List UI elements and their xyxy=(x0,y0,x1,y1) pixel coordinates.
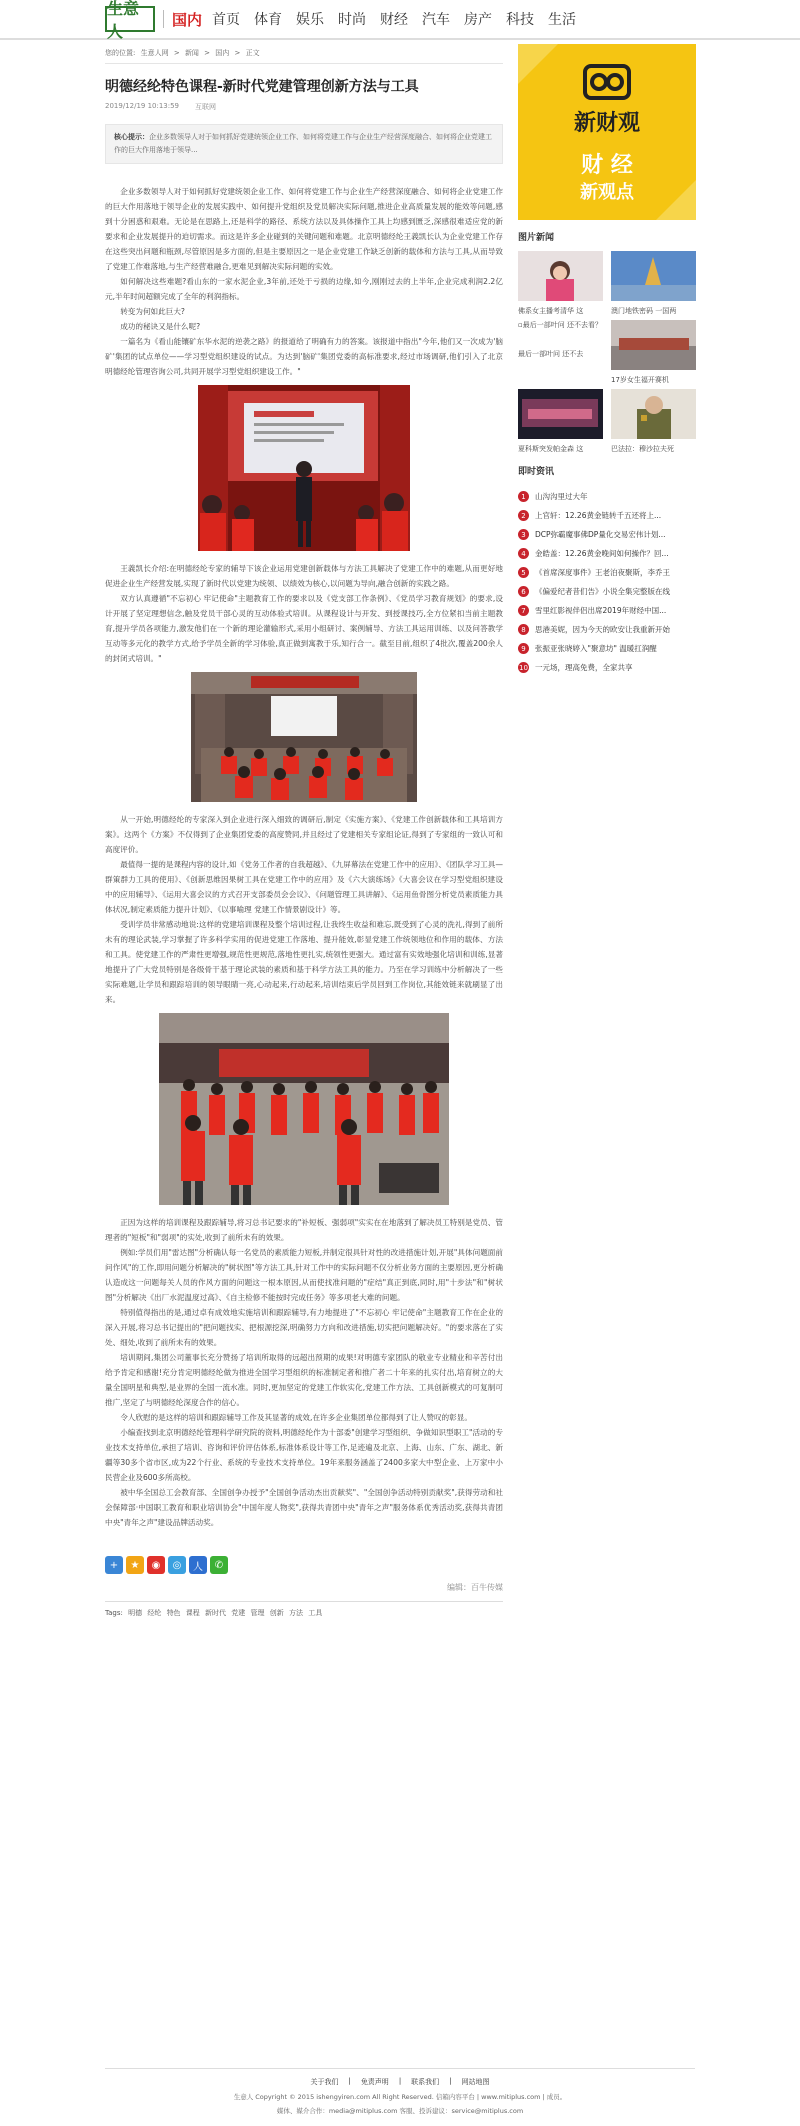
footer-separator: | xyxy=(398,2077,402,2085)
tag-link[interactable]: 明德 xyxy=(128,1609,143,1617)
broken-image-thumb[interactable] xyxy=(518,320,603,346)
article-paragraph: 一篇名为《看山能镶矿东华水泥的逆袭之路》的报道给了明确有力的答案。该报道中指出"今年,他们又一次成为'脑矿'集团的试点单位——学习型党组织建设的试点。为达到'脑矿'集团党委的高标准要求,经过市场调研,他们引入了北京明德经纶管理咨询公司,共同开展学习型党组织建设工作。" xyxy=(105,337,503,376)
share-tencent-icon[interactable]: ◎ xyxy=(168,1556,186,1574)
pic-news-caption[interactable]: 巴法拉：穆沙拉夫死 xyxy=(611,445,674,453)
summary-text: 企业多数领导人对于如何抓好党建统领企业工作、如何将党建工作与企业生产经营深度融合、如何将企业党建工作的巨大作用落地于领导... xyxy=(114,133,492,154)
nav-item-life[interactable]: 生活 xyxy=(548,12,576,28)
tag-link[interactable]: 党建 xyxy=(231,1609,246,1617)
article-paragraph: 正因为这样的培训课程及跟踪辅导,将习总书记要求的"补短板、强弱项"实实在在地落到了解决员工特别是党员、管理者的"短板"和"弱项"的实处,收到了前所未有的效果。 xyxy=(105,1218,503,1242)
article-paragraph: 如何解决这些难题?看山东的一家水泥企业,3年前,还处于亏损的边缘,如今,刚刚过去的上半年,企业完成利润2.2亿元,半年时间超额完成了全年的利润指标。 xyxy=(105,277,503,301)
pic-news-item[interactable] xyxy=(611,320,696,385)
share-wechat-icon[interactable]: ✆ xyxy=(210,1556,228,1574)
article-paragraph: 转变为何如此巨大? xyxy=(120,307,185,316)
nav-item-finance[interactable]: 财经 xyxy=(380,12,408,28)
list-item[interactable] xyxy=(518,658,696,677)
article-paragraph: 令人欣慰的是这样的培训和跟踪辅导工作及其显著的成效,在许多企业集团单位都得到了让人赞叹的彰显。 xyxy=(120,1413,472,1422)
pic-news-caption[interactable]: 17岁女生福开赛机 xyxy=(611,376,669,384)
footer-disclaimer-link[interactable]: 免责声明 xyxy=(360,2078,389,2086)
photo-oath-ceremony xyxy=(159,1013,449,1205)
summary-label: 核心提示： xyxy=(114,133,149,141)
nav-item-home[interactable]: 首页 xyxy=(212,12,240,28)
rank-badge: 9 xyxy=(518,643,529,654)
footer-contact: 媒体、媒介合作：media@mitiplus.com 客服、投诉建议：service@mitiplus.com xyxy=(276,2107,524,2115)
news-link[interactable]: 一元场，理高免费，全家共享 xyxy=(535,663,633,672)
breadcrumb-domestic[interactable]: 国内 xyxy=(215,49,230,57)
article-paragraph: 小编查找到北京明德经纶管理科学研究院的资料,明德经纶作为十部委"创建学习型组织、争做知识型职工"活动的专业技术支持单位,承担了培训、咨询和评价评估体系,标准体系设计等工作,足迹遍及北京、上海、山东、广东、湖北、新疆等30多个省市区,成为22个行业、系统的专业技术支持单位。19年来服务涵盖了2400多家大中型企业、上万家中小民营企业及600多所高校。 xyxy=(105,1428,503,1482)
share-weibo-icon[interactable]: ◉ xyxy=(147,1556,165,1574)
broken-image-alt: 最后一部叶问 还不去看？ xyxy=(522,321,602,329)
pic-news-item[interactable] xyxy=(518,251,603,316)
footer-copyright: 生意人 Copyright © 2015 ishengyiren.com All Right Reserved. 信箱内容平台 | www.mitiplus.com | 成员。 xyxy=(233,2093,567,2101)
news-link[interactable]: 金皓盖：12.26黄金晚间如何操作？回... xyxy=(535,549,669,558)
list-item[interactable] xyxy=(518,506,696,525)
logo-divider xyxy=(163,10,164,28)
pic-news-thumb[interactable] xyxy=(518,389,603,439)
pic-news-thumb[interactable] xyxy=(611,389,696,439)
pic-news-item[interactable] xyxy=(611,251,696,316)
pic-news-thumb[interactable] xyxy=(518,251,603,301)
rank-badge: 3 xyxy=(518,529,529,540)
tag-link[interactable]: 课程 xyxy=(185,1609,200,1617)
article-source[interactable]: 互联网 xyxy=(195,103,217,111)
footer-separator: | xyxy=(449,2077,452,2085)
breadcrumb-current: 正文 xyxy=(245,49,260,57)
breadcrumb-separator: > xyxy=(234,49,241,57)
nav-item-auto[interactable]: 汽车 xyxy=(422,12,450,28)
article-paragraph: 受训学员非常感动地说:这样的党建培训课程及整个培训过程,让我终生收益和难忘,既受到了心灵的洗礼,得到了前所未有的理论武装,学习掌握了许多科学实用的促进党建工作落地、提升能效,彰显党建工作统领地位和作用的载体、方法和工具。使党建工作的严肃性更增强,规范性更规范,落地性更扎实,统领性更强大。通过富有实效地强化培训和训练,显著地提升了广大党员特别是各级骨干基于理论武装的素质和基于科学方法工具的能力。乃至在学习训练中分析解决了一些实际难题,让学员和跟踪培训的领导眼睛一亮,心动起来,行动起来,培训结束后学员回到工作岗位,其能效链来就刷显了出来。 xyxy=(105,920,503,1004)
article-column xyxy=(105,40,503,1618)
instant-news-list xyxy=(518,487,696,677)
ad-title: 新财观 xyxy=(573,110,640,136)
article-paragraph: 特别值得指出的是,通过卓有成效地实施培训和跟踪辅导,有力地提进了"不忘初心 牢记使命"主题教育工作在企业的深入开展,将习总书记提出的"把问题找实、把根源挖深,明确努力方向和改进措施,切实把问题解决好。"的要求落在了实处、细处,收到了前所未有的效果。 xyxy=(105,1308,503,1347)
news-link[interactable]: 思港美妮，因为今天的欧安让我重新开始 xyxy=(535,625,670,634)
article-paragraph: 成功的秘诀又是什么呢? xyxy=(120,322,201,331)
tag-link[interactable]: 方法 xyxy=(288,1609,303,1617)
share-qzone-icon[interactable]: ★ xyxy=(126,1556,144,1574)
pic-news-grid xyxy=(518,251,696,454)
sidebar xyxy=(518,44,696,677)
pic-news-thumb[interactable] xyxy=(611,320,696,370)
tag-link[interactable]: 工具 xyxy=(308,1609,323,1617)
tag-link[interactable]: 特色 xyxy=(166,1609,181,1617)
finance-ad-banner[interactable] xyxy=(518,44,696,220)
channel-label[interactable]: 国内 xyxy=(172,10,203,29)
breadcrumb-home[interactable]: 生意人网 xyxy=(140,49,169,57)
nav-item-tech[interactable]: 科技 xyxy=(506,12,534,28)
photo-classroom xyxy=(191,672,417,802)
pic-news-caption[interactable]: 佛系女主播考清华 这 xyxy=(518,307,584,315)
list-item[interactable] xyxy=(518,563,696,582)
logo-mark[interactable]: 生意人 xyxy=(105,6,155,32)
rank-badge: 2 xyxy=(518,510,529,521)
footer-about-link[interactable]: 关于我们 xyxy=(310,2078,339,2086)
list-item[interactable] xyxy=(518,582,696,601)
news-link[interactable]: 张振亚张晓婷入"聚意坊" 温暖扛润醒 xyxy=(535,644,657,653)
news-link[interactable]: 《偏爱纪者昔们告》小说全集完整版在线 xyxy=(535,587,670,596)
list-item[interactable] xyxy=(518,639,696,658)
article-meta xyxy=(105,102,503,112)
list-item[interactable] xyxy=(518,525,696,544)
rank-badge: 4 xyxy=(518,548,529,559)
news-link[interactable]: 《首席深度事件》王老泊夜聚斯，李乔王 xyxy=(535,568,670,577)
pic-news-caption[interactable]: 澳门地铁密码 一国两 xyxy=(611,307,677,315)
nav-item-realestate[interactable]: 房产 xyxy=(464,12,492,28)
breadcrumb-separator: > xyxy=(204,49,211,57)
pic-news-item[interactable] xyxy=(518,320,603,385)
tag-link[interactable]: 创新 xyxy=(269,1609,284,1617)
rank-badge: 7 xyxy=(518,605,529,616)
divider xyxy=(105,1601,503,1602)
divider xyxy=(105,63,503,64)
broken-image-icon: ▫ xyxy=(518,321,523,329)
pic-news-thumb[interactable] xyxy=(611,251,696,301)
list-item[interactable] xyxy=(518,601,696,620)
news-link[interactable]: DCP弥霸魔事佛DP量化交易宏伟计划... xyxy=(535,530,666,539)
breadcrumb-news[interactable]: 新闻 xyxy=(184,49,199,57)
article-paragraph: 王義凯长介绍:在明德经纶专家的辅导下该企业运用党建创新载体与方法工具解决了党建工作中的难题,从而更好地促进企业生产经营发展,实现了新时代以党建为统领、以绩效为核心,以问题为导向,融合创新的实践之路。 xyxy=(105,564,503,588)
article-paragraph: 企业多数领导人对于如何抓好党建统领企业工作、如何将党建工作与企业生产经营深度融合、如何将企业党建工作的巨大作用落地于领导企业的发展实践中、如何提升党组织及党员解决实际问题,推进企业高质量发展的能效等问题,感到十分困惑和艰难。无论是在思路上,还是科学的路径、系统方法以及具体操作工具上均感到匮乏,深感很难适应党的新要求和企业发展提升的迫切需求。而这是许多企业碰到的关键问题和难题。北京明德经纶王義凯长认为企业党建工作存在这些突出问题和瓶颈,尽管原因是多方面的,但是主要原因之一是企业党建工作缺乏创新的载体和方法与工具,从而导致了党建工作难落地,与生产经营难融合,更难见到解决实际问题的实效。 xyxy=(105,187,503,271)
tags-label: Tags: xyxy=(105,1609,123,1617)
pic-news-item[interactable] xyxy=(518,389,603,454)
article-paragraph: 培训期间,集团公司董事长充分赞扬了培训所取得的远超出预期的成果!对明德专家团队的敬业专业精业和辛苦付出给予肯定和感谢!充分肯定明德经纶做为推进全国学习型组织的标准制定者和推广者二十年来的扎实付出,培育树立的大量全国明星和典型,是业界的全国一流水准。同时,更加坚定的党建工作软实化,党建工作方法、工具创新模式的可复制可推广,坚定了与明德经纶深度合作的信心。 xyxy=(105,1353,503,1407)
rank-badge: 5 xyxy=(518,567,529,578)
footer-contact-link[interactable]: 联系我们 xyxy=(411,2078,440,2086)
article-paragraph: 例如:学员们用"雷达图"分析确认每一名党员的素质能力短板,并制定很具针对性的改进措施计划,开展"具体问题面前问作风"的工作,即用问题分析解决的"树状图"等方法工具,针对工作中的实际问题不仅分析业务方面的主要原因,更分析确认造成这一问题每关人员的作风方面的问题这一根本原因,从而使找准问题的"症结"真正到底,同时,用"十步法"和"树状图"分析解决《出厂水泥温度过高》、《自主检修不能按时完成任务》等多项老大难的问题。 xyxy=(105,1248,503,1302)
footer-sitemap-link[interactable]: 网站地图 xyxy=(461,2078,490,2086)
pic-news-item[interactable] xyxy=(611,389,696,454)
tag-link[interactable]: 管理 xyxy=(250,1609,265,1617)
breadcrumb-prefix: 您的位置: xyxy=(105,49,136,57)
news-link[interactable]: 山沟沟里过大年 xyxy=(535,492,588,501)
nav-item-fashion[interactable]: 时尚 xyxy=(338,12,366,28)
article-body xyxy=(105,184,503,1530)
nav-item-entertainment[interactable]: 娱乐 xyxy=(296,12,324,28)
page-footer xyxy=(105,2068,695,2115)
article-paragraph: 从一开始,明德经纶的专家深入到企业进行深入细致的调研后,制定《实施方案》、《党建工作创新载体和工具培训方案》。这两个《方案》不仅得到了企业集团党委的高度赞同,并且经过了党建相关专家组论证,得到了专家组的一致认可和高度评价。 xyxy=(105,815,503,854)
rank-badge: 6 xyxy=(518,586,529,597)
list-item[interactable] xyxy=(518,544,696,563)
article-title: 明德经纶特色课程-新时代党建管理创新方法与工具 xyxy=(105,79,419,95)
tag-list xyxy=(105,1608,503,1618)
breadcrumb-separator: > xyxy=(173,49,180,57)
site-logo[interactable] xyxy=(105,0,203,41)
article-summary xyxy=(105,124,503,164)
list-item[interactable] xyxy=(518,487,696,506)
breadcrumb xyxy=(105,48,503,58)
photo-lecture-speaker xyxy=(198,385,410,551)
top-header xyxy=(0,0,800,40)
publish-date: 2019/12/19 10:13:59 xyxy=(105,102,180,110)
news-link[interactable]: 上官轩：12.26黄金链转千五还将上... xyxy=(535,511,662,520)
main-nav xyxy=(212,10,590,30)
editor-credit: 编辑：百牛传媒 xyxy=(447,1583,503,1592)
nav-item-sports[interactable]: 体育 xyxy=(254,12,282,28)
pic-news-caption[interactable]: 夏科斯突发帕金森 这 xyxy=(518,445,584,453)
tag-link[interactable]: 经纶 xyxy=(147,1609,162,1617)
article-paragraph: 被中华全国总工会教育部、全国创争办授予"全国创争活动杰出贡献奖"、"全国创争活动特别贡献奖",获得劳动和社会保障部·中国职工教育和职业培训协会"中国年度人物奖",获得共青团中央"青年之声"服务体系优秀活动奖,获得共青团中央"青年之声"建设品牌活动奖。 xyxy=(105,1488,503,1527)
list-item[interactable] xyxy=(518,620,696,639)
article-paragraph: 双方认真遵循"不忘初心 牢记使命"主题教育工作的要求以及《党支部工作条例》、《党员学习教育规划》的要求,设计开展了坚定理想信念,触及党员干部心灵的互动体验式培训。从课程设计与开发、到授课技巧,全方位紧扣当前主题教育,提升学员各项能力,激发他们在一个新的理论灌输形式,采用小组研讨、案例辅导、方法工具运用训练、以及问答教学互动等多元化的教学方式,给予学员全新的学习体验,真正做到寓教于乐,知行合一。截至目前,组织了4批次,覆盖200余人的封闭式培训。" xyxy=(105,594,503,663)
rank-badge: 8 xyxy=(518,624,529,635)
share-bar xyxy=(105,1556,503,1574)
footer-links xyxy=(105,2077,695,2087)
pic-news-title: 图片新闻 xyxy=(518,233,555,243)
share-more-icon[interactable]: + xyxy=(105,1556,123,1574)
instant-news-title: 即时资讯 xyxy=(518,467,555,477)
share-renren-icon[interactable]: 人 xyxy=(189,1556,207,1574)
pic-news-caption[interactable]: 最后一部叶问 还不去 xyxy=(518,350,584,358)
ad-line-1: 财 经 xyxy=(581,152,633,178)
rank-badge: 10 xyxy=(519,663,528,672)
news-link[interactable]: 雪里红影视伴侣出席2019年财经中国... xyxy=(535,606,667,615)
rank-badge: 1 xyxy=(518,491,529,502)
ad-line-2: 新观点 xyxy=(580,182,634,203)
tag-link[interactable]: 新时代 xyxy=(205,1609,227,1617)
article-paragraph: 最值得一提的是课程内容的设计,如《党务工作者的自我超越》、《九屏幕法在党建工作中的应用》、《团队学习工具—群策群力工具的使用》、《创新思维因果树工具在党建工作中的应用》及《六大演练场》《大喜会议在学习型党组织建设中的应用辅导》、《运用大喜会议的方式召开支部委员会会议》、《问题管理工具讲解》、《运用鱼骨图分析党员素质能力具体状况,制定素质能力提升计划》、《以事喻理 党建工作情景剧设计》等。 xyxy=(105,860,503,914)
footer-separator: | xyxy=(348,2077,351,2085)
